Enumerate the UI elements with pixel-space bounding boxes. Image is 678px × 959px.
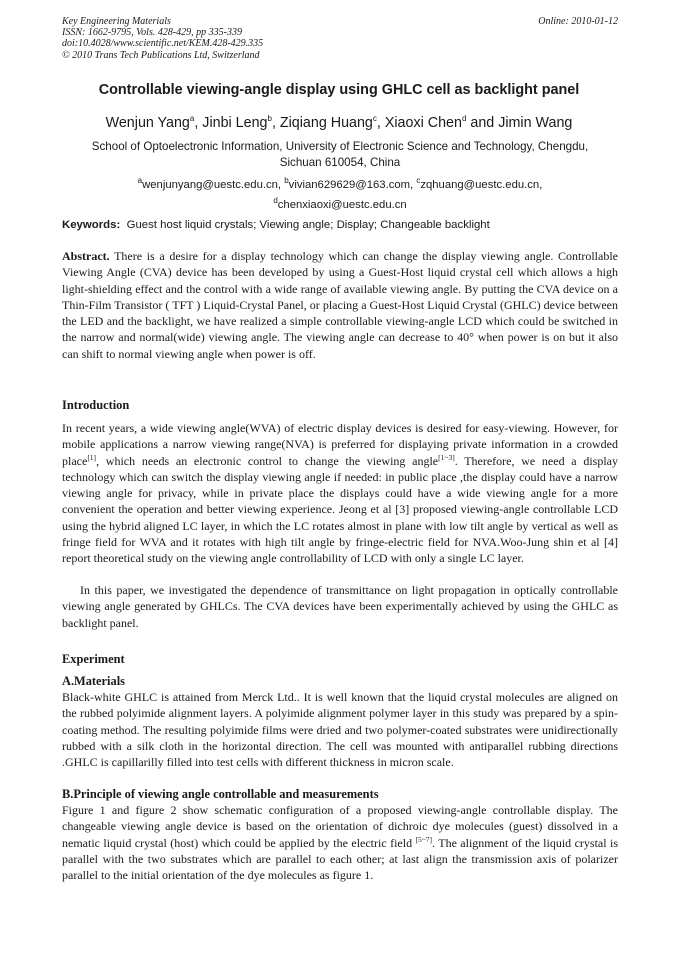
email[interactable]: $^c$zqhuang@uestc.edu.cn,	[416, 176, 543, 191]
keywords	[62, 219, 618, 231]
email[interactable]: $^a$wenjunyang@uestc.edu.cn,	[137, 176, 285, 191]
materials-subheading: A.Materials	[62, 674, 125, 688]
abstract-label: Abstract.	[62, 249, 110, 263]
materials-paragraph: Black-white GHLC is attained from Merck Ltd.. It is well known that the liquid crystal molecules are aligned on the rubbed polyimide alignment layers. A polyimide alignment polymer layer in this study was prepared by a spin-coating method. The resulting polyimide films were dried and two polymer-coated substrates were unidirectionally rubbed with a silk cloth in the horizontal direction. The cell was mounted with antiparallel rubbing directions .GHLC is capillarilly filled into test cells with different thickness in micron scale.	[62, 690, 618, 770]
experiment-heading: Experiment	[62, 652, 125, 666]
journal-name: Key Engineering Materials	[62, 16, 171, 27]
author: Jinbi Leng$^b$,	[202, 114, 280, 131]
author: Jimin Wang	[498, 114, 573, 131]
citation: [5~7]	[415, 834, 433, 844]
introduction-paragraph-1: In recent years, a wide viewing angle(WVA) of electric display devices is desired for easy-viewing. However, for mobile applications a narrow viewing range(NVA) is preferred for displaying private information in a crowded place[1], which needs an electronic control to change the viewing angle[1~3]. Therefore, we need a display technology which can switch the display viewing angle if needed: in public place ,the display could have a narrow viewing angle for privacy, while in private place the displays could have a wide viewing angle for a more convenient the operation and better viewing experience. Jeong et al [3] proposed viewing-angle controllable LCD using the hybrid aligned LC layer, in which the LC rotates almost in plane with low tilt angle by vertical as well as fringe field for WVA and it rotates with high tilt angle by fringe-electric field for NVA.Woo-Jung shin et al [4] report theoretical study on the viewing angle controllability of LCD with only a single LC layer.	[62, 421, 619, 566]
copyright-line: © 2010 Trans Tech Publications Ltd, Switzerland	[62, 49, 260, 61]
abstract	[62, 248, 618, 362]
principle-paragraph: Figure 1 and figure 2 show schematic configuration of a proposed viewing-angle controllable display. The changeable viewing angle device is based on the orientation of dichroic dye molecules (guest) dissolved in a nematic liquid crystal (host) which could be applied by the electric field [5~7]. The alignment of the liquid crystal is parallel with the two substrates which are parallel to each other; at last align the transmission axis of polarizer parallel to the initial orientation of the dye molecules as figure 1.	[62, 803, 618, 883]
email-list	[62, 173, 618, 214]
citation: [1]	[87, 452, 97, 462]
abstract-text: There is a desire for a display technology which can change the display viewing angle. Controllable Viewing Angle (CVA) device has been developed by using a Guest-Host liquid crystal cell which allows a high light-shielding effect and the control with a wide range of available viewing angle. By putting the CVA device on a Thin-Film Transistor ( TFT ) Liquid-Crystal Panel, or placing a Guest-Host Liquid Crystal (GHLC) device between the LED and the backlight, we have realized a simple controllable viewing-angle LCD which could be switched in the narrow and normal(wide) viewing angle. The viewing angle can decrease to 40° when power is on but it also can shift to normal viewing angle when power is off.	[62, 249, 618, 361]
author: Wenjun Yang$^a$,	[105, 114, 203, 131]
author: Xiaoxi Chen$^d$ and	[384, 114, 499, 131]
principle-subheading: B.Principle of viewing angle controllable and measurements	[62, 787, 379, 801]
author-list	[20, 114, 658, 131]
email[interactable]: $^d$chenxiaoxi@uestc.edu.cn	[273, 196, 407, 212]
introduction-heading: Introduction	[62, 398, 130, 412]
citation: [1~3]	[438, 452, 455, 462]
introduction-paragraph-2: In this paper, we investigated the dependence of transmittance on light propagation in optically controllable viewing angle generated by GHLCs. The CVA devices have been experimentally achieved by using the GHLC as backlight panel.	[62, 583, 618, 630]
doi-line: doi:10.4028/www.scientific.net/KEM.428-429.335	[62, 38, 264, 50]
online-date: Online: 2010-01-12	[538, 16, 618, 27]
author: Ziqiang Huang$^c$,	[279, 114, 385, 131]
paper-title: Controllable viewing-angle display using GHLC cell as backlight panel	[98, 82, 580, 98]
journal-header	[62, 16, 618, 61]
email[interactable]: $^b$vivian629629@163.com,	[284, 176, 417, 191]
issn-line: ISSN: 1662-9795, Vols. 428-429, pp 335-339	[62, 27, 242, 39]
keywords-text: Guest host liquid crystals; Viewing angle; Display; Changeable backlight	[126, 219, 490, 231]
affiliation: School of Optoelectronic Information, University of Electronic Science and Technology, Chengdu, Sichuan 610054, China	[91, 140, 589, 169]
keywords-label: Keywords:	[62, 219, 121, 231]
